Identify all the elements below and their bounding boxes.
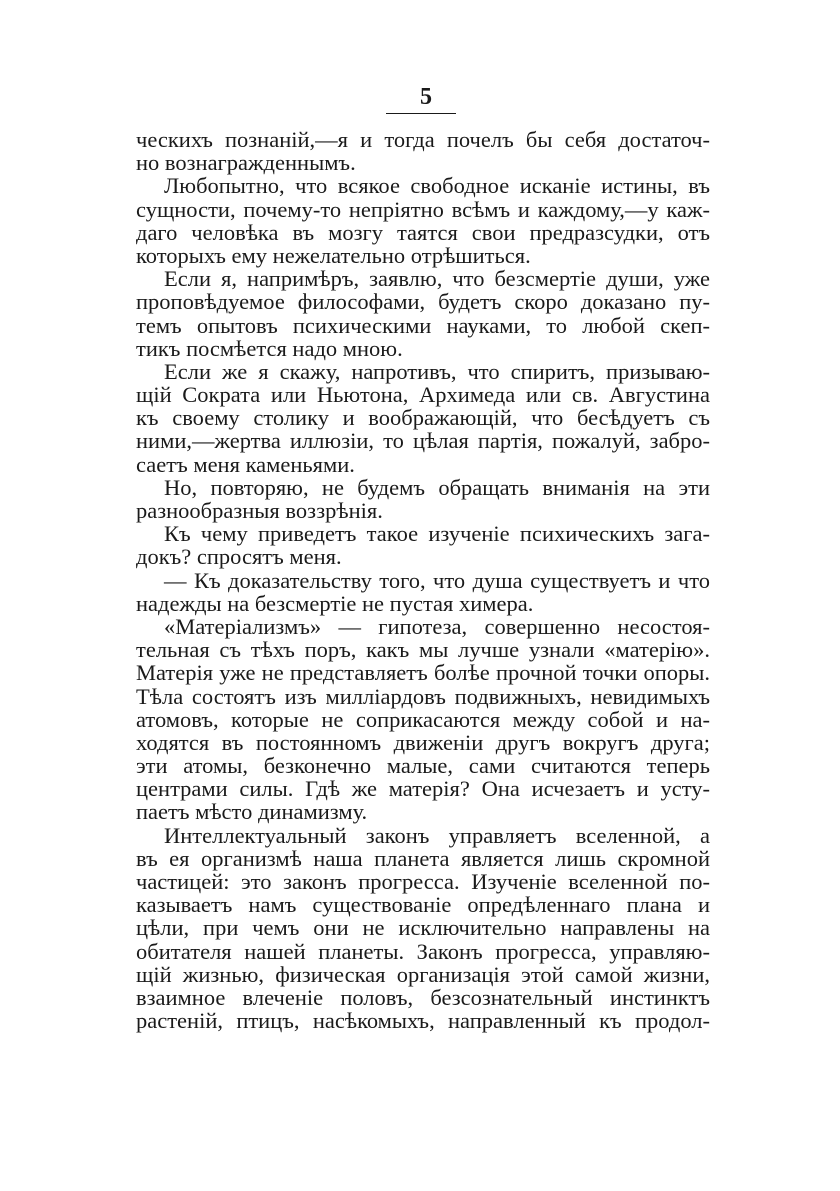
- text-line: растеній, птицъ, насѣкомыхъ, направленный къ продол-: [136, 1008, 710, 1034]
- text-line: но вознагражденнымъ.: [136, 150, 356, 176]
- text-line: центрами силы. Гдѣ же матерія? Она исчезаетъ и усту-: [136, 776, 710, 802]
- text-line: Интеллектуальный законъ управляетъ вселенной, а: [164, 822, 710, 848]
- text-line: паетъ мѣсто динамизму.: [136, 799, 368, 825]
- text-line: темъ опытовъ психическими науками, то любой скеп-: [136, 312, 710, 338]
- text-line: щій жизнью, физическая организація этой самой жизни,: [136, 961, 710, 987]
- text-line: Къ чему приведетъ такое изученіе психическихъ зага-: [164, 521, 710, 547]
- text-line: эти атомы, безконечно малые, сами считаются теперь: [136, 753, 710, 779]
- text-line: Матерія уже не представляетъ болѣе прочной точки опоры.: [136, 660, 710, 686]
- page-number: 5: [420, 84, 432, 110]
- text-line: ними,—жертва иллюзіи, то цѣлая партія, пожалуй, забро-: [136, 428, 710, 454]
- text-line: Тѣла состоятъ изъ милліардовъ подвижныхъ, невидимыхъ: [136, 683, 710, 709]
- text-line: — Къ доказательству того, что душа существуетъ и что: [164, 567, 710, 593]
- text-line: Но, повторяю, не будемъ обращать вниманія на эти: [164, 474, 710, 500]
- page-number-rule: [386, 113, 456, 114]
- text-line: частицей: это законъ прогресса. Изученіе вселенной по-: [136, 869, 710, 894]
- text-line: саетъ меня каменьями.: [136, 451, 355, 477]
- text-line: ходятся въ постоянномъ движеніи другъ вокругъ друга;: [136, 729, 710, 755]
- text-line: Если же я скажу, напротивъ, что спиритъ, призываю-: [164, 358, 710, 384]
- text-line: проповѣдуемое философами, будетъ скоро доказано пу-: [136, 289, 710, 315]
- text-line: щій Сократа или Ньютона, Архимеда или св. Августина: [136, 382, 710, 408]
- text-line: атомовъ, которые не соприкасаются между собой и на-: [136, 706, 710, 732]
- text-line: къ своему столику и воображающій, что бесѣдуетъ съ: [136, 405, 710, 431]
- text-line: тельная съ тѣхъ поръ, какъ мы лучше узнали «матерію».: [136, 637, 710, 663]
- text-line: ческихъ познаній,—я и тогда почелъ бы себя достаточ-: [136, 127, 710, 152]
- text-line: въ ея организмѣ наша планета является лишь скромной: [136, 845, 710, 871]
- text-line: Любопытно, что всякое свободное исканіе истины, въ: [164, 173, 710, 199]
- text-line: цѣли, при чемъ они не исключительно направлены на: [136, 915, 710, 941]
- text-line: которыхъ ему нежелательно отрѣшиться.: [136, 242, 531, 268]
- text-line: надежды на безсмертіе не пустая химера.: [136, 590, 534, 616]
- text-line: сущности, почему-то непріятно всѣмъ и каждому,—у каж-: [136, 196, 710, 222]
- text-line: докъ? спросятъ меня.: [136, 544, 342, 570]
- text-line: казываетъ намъ существованіе опредѣленнаго плана и: [136, 892, 710, 918]
- text-line: Если я, напримѣръ, заявлю, что безсмертіе души, уже: [164, 266, 710, 292]
- text-line: взаимное влеченіе половъ, безсознательный инстинктъ: [136, 984, 710, 1010]
- text-line: тикъ посмѣется надо мною.: [136, 335, 403, 361]
- text-line: «Матеріализмъ» — гипотеза, совершенно несостоя-: [164, 613, 710, 639]
- body-text: [136, 128, 710, 1032]
- text-line: даго человѣка въ мозгу таятся свои предразсудки, отъ: [136, 219, 710, 245]
- text-line: обитателя нашей планеты. Законъ прогресса, управляю-: [136, 938, 710, 964]
- text-line: разнообразныя воззрѣнія.: [136, 498, 383, 523]
